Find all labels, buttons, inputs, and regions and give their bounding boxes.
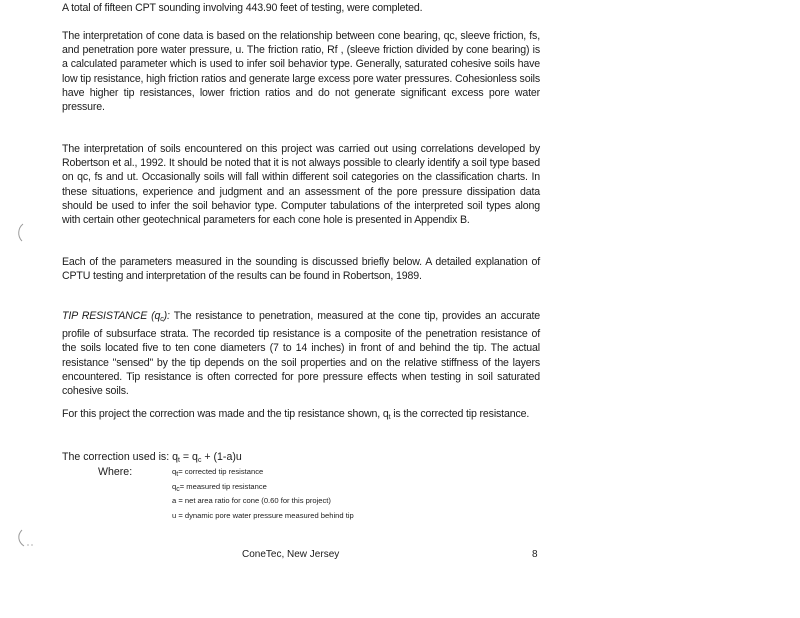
definition-item: u = dynamic pore water pressure measured behind tip [172,510,354,520]
definition-item: a = net area ratio for cone (0.60 for this project) [172,496,331,506]
page-number: 8 [532,549,538,560]
tip-resistance-body: The resistance to penetration, measured at the cone tip, provides an accurate profile of subsurface strata. The recorded tip resistance is a composite of the penetration resistance of the soils located five to ten cone diameters (7 to 14 inches) in front of and behind the tip. The actual resistance "sensed" by the tip depends on the soil properties and on the relative stiffness of the layers encountered. Tip resistance is often corrected for pore pressure effects when testing in soil saturated cohesive soils. [62,310,540,398]
soil-interpretation-paragraph: The interpretation of soils encountered on this project was carried out using correlations developed by Robertson et al., 1992. It should be noted that it is not always possible to clearly identify a soil type based on qc, fs and ut. Occasionally soils will fall within different soil categories on the classification charts. In these situations, experience and judgment and an assessment of the pore pressure dissipation data should be used to infer the soil behavior type. Computer tabulations of the interpreted soil types along with certain other geotechnical parameters for each cone hole is presented in Appendix B. [62,143,540,227]
tip-resistance-paragraph [62,309,540,398]
scan-mark [14,528,36,550]
formula-definitions [172,466,354,524]
cone-data-paragraph: The interpretation of cone data is based on the relationship between cone bearing, qc, sleeve friction, fs, and penetration pore water pressure, u. The friction ratio, Rf , (sleeve friction divided by cone bearing) is a calculated parameter which is used to infer soil behavior type. Generally, saturated cohesive soils have low tip resistance, high friction ratios and generate large excess pore water pressures. Cohesionless soils have higher tip resistances, lower friction ratios and do not generate significant excess pore water pressure. [62,30,540,114]
correction-paragraph: For this project the correction was made and the tip resistance shown, $q_t$ is the corrected tip resistance. [62,408,530,421]
definition-item: qc= measured tip resistance [172,481,267,493]
footer-company: ConeTec, New Jersey [242,549,340,560]
where-label: Where: [98,466,133,478]
intro-paragraph: A total of fifteen CPT sounding involving 443.90 feet of testing, were completed. [62,2,423,14]
tip-resistance-heading: TIP RESISTANCE $(q_c)$: [62,310,170,323]
definition-item: qt= corrected tip resistance [172,467,264,478]
parameters-paragraph: Each of the parameters measured in the sounding is discussed briefly below. A detailed explanation of CPTU testing and interpretation of the results can be found in Robertson, 1989. [62,256,540,283]
correction-formula: The correction used is: $q_t = q_c + (1-a)u$ [62,451,242,464]
scan-mark [14,222,28,244]
